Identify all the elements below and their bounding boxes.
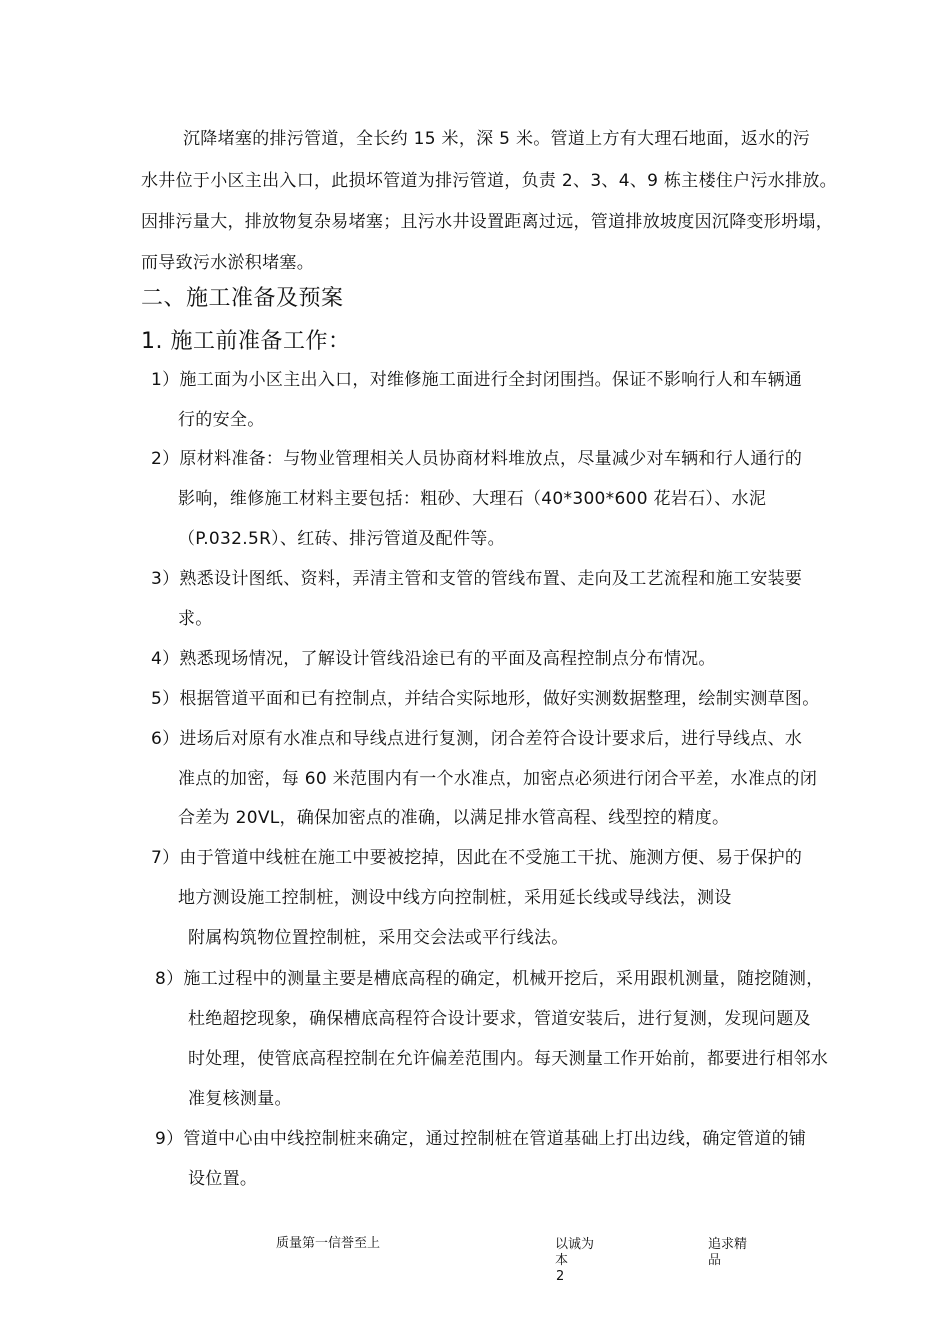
item-6-line-1: 6）进场后对原有水准点和导线点进行复测，闭合差符合设计要求后，进行导线点、水 xyxy=(151,729,803,749)
item-1-line-2: 行的安全。 xyxy=(178,410,265,430)
item-7-line-2: 地方测设施工控制桩，测设中线方向控制桩，采用延长线或导线法，测设 xyxy=(178,888,732,908)
item-6-line-3: 合差为 20VL，确保加密点的准确，以满足排水管高程、线型控的精度。 xyxy=(178,808,730,828)
footer-slogan-honesty-b: 本 xyxy=(555,1253,569,1268)
item-7-line-1: 7）由于管道中线桩在施工中要被挖掉，因此在不受施工干扰、施测方便、易于保护的 xyxy=(151,848,803,868)
item-2-line-2: 影响，维修施工材料主要包括：粗砂、大理石（40*300*600 花岩石）、水泥 xyxy=(178,489,767,509)
footer-slogan-excellence-a: 追求精 xyxy=(708,1237,748,1252)
item-1-line-1: 1）施工面为小区主出入口，对维修施工面进行全封闭围挡。保证不影响行人和车辆通 xyxy=(151,370,803,390)
item-5-line-1: 5）根据管道平面和已有控制点，并结合实际地形，做好实测数据整理，绘制实测草图。 xyxy=(151,689,820,709)
item-9-line-1: 9）管道中心由中线控制桩来确定，通过控制桩在管道基础上打出边线，确定管道的铺 xyxy=(155,1129,807,1149)
page-number: 2 xyxy=(556,1269,565,1284)
intro-line-3: 因排污量大，排放物复杂易堵塞；且污水井设置距离过远，管道排放坡度因沉降变形坍塌， xyxy=(141,212,833,232)
intro-line-1: 沉降堵塞的排污管道，全长约 15 米，深 5 米。管道上方有大理石地面，返水的污 xyxy=(183,129,811,149)
item-2-line-3: （P.032.5R）、红砖、排污管道及配件等。 xyxy=(178,529,505,549)
footer-slogan-quality: 质量第一信誉至上 xyxy=(276,1236,381,1251)
section-heading: 二、施工准备及预案 xyxy=(141,286,344,311)
item-4-line-1: 4）熟悉现场情况，了解设计管线沿途已有的平面及高程控制点分布情况。 xyxy=(151,649,716,669)
item-2-line-1: 2）原材料准备：与物业管理相关人员协商材料堆放点，尽量减少对车辆和行人通行的 xyxy=(151,449,803,469)
item-8-line-4: 准复核测量。 xyxy=(188,1089,292,1109)
item-8-line-1: 8）施工过程中的测量主要是槽底高程的确定，机械开挖后，采用跟机测量，随挖随测， xyxy=(155,969,824,989)
item-8-line-3: 时处理，使管底高程控制在允许偏差范围内。每天测量工作开始前，都要进行相邻水 xyxy=(188,1049,829,1069)
footer-slogan-honesty-a: 以诚为 xyxy=(555,1237,595,1252)
item-7-line-3: 附属构筑物位置控制桩，采用交会法或平行线法。 xyxy=(188,928,569,948)
footer-slogan-excellence-b: 品 xyxy=(708,1253,722,1268)
intro-line-4: 而导致污水淤积堵塞。 xyxy=(141,253,314,273)
item-3-line-2: 求。 xyxy=(178,609,213,629)
item-6-line-2: 准点的加密，每 60 米范围内有一个水准点，加密点必须进行闭合平差，水准点的闭 xyxy=(178,769,818,789)
intro-line-2: 水井位于小区主出入口，此损坏管道为排污管道，负责 2、3、4、9 栋主楼住户污水排放。 xyxy=(141,171,837,191)
subsection-heading: 1. 施工前准备工作： xyxy=(141,329,351,354)
item-9-line-2: 设位置。 xyxy=(188,1169,258,1189)
item-3-line-1: 3）熟悉设计图纸、资料，弄清主管和支管的管线布置、走向及工艺流程和施工安装要 xyxy=(151,569,803,589)
item-8-line-2: 杜绝超挖现象，确保槽底高程符合设计要求，管道安装后，进行复测，发现问题及 xyxy=(188,1009,811,1029)
